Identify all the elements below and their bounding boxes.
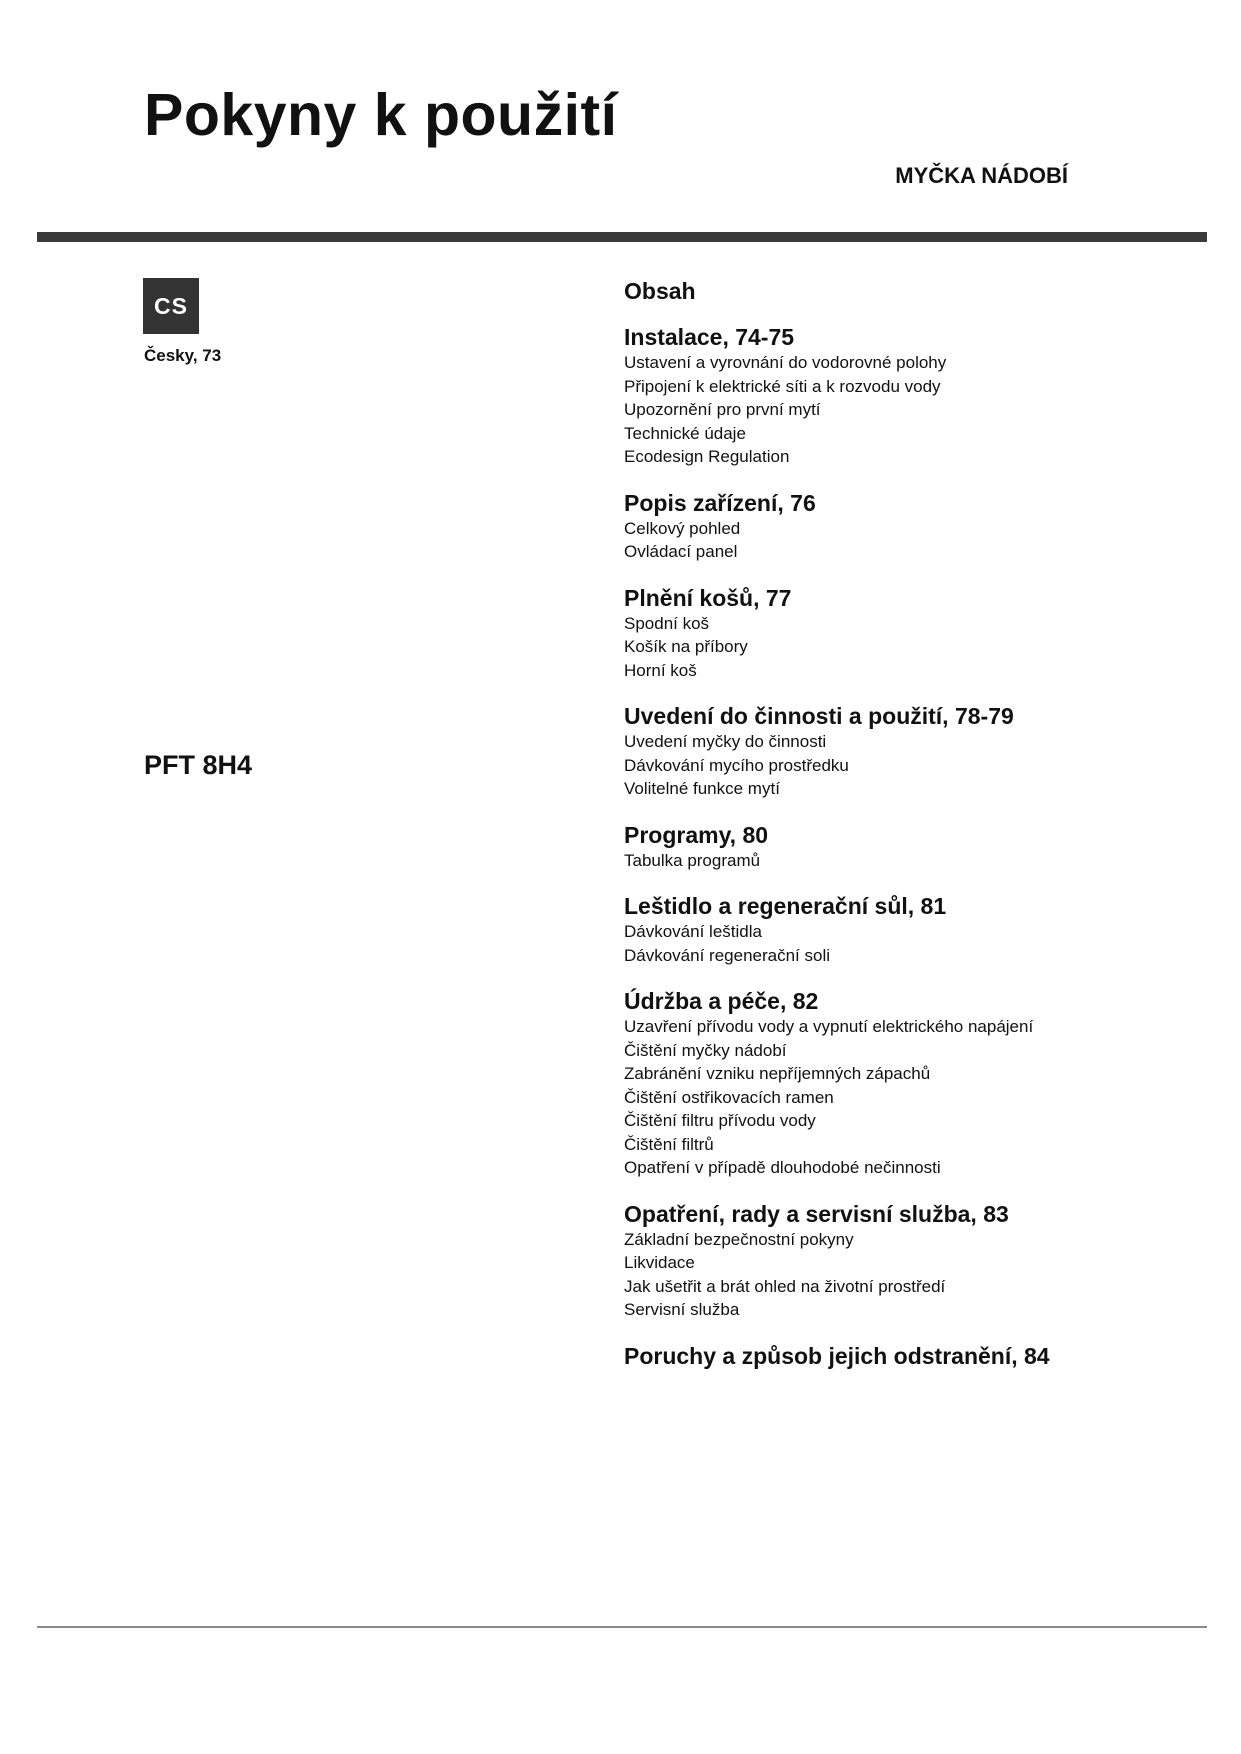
- toc-item: Technické údaje: [624, 423, 746, 443]
- model-name: PFT 8H4: [144, 750, 253, 780]
- toc-section: [624, 584, 1184, 683]
- language-label: Česky, 73: [144, 346, 222, 365]
- toc-item-list: [624, 351, 1184, 469]
- toc-item-list: [624, 517, 1184, 564]
- toc-section-title: Uvedení do činnosti a použití, 78-79: [624, 703, 1014, 729]
- toc-item: Tabulka programů: [624, 850, 761, 870]
- toc-section: [624, 892, 1184, 967]
- toc-item: Dávkování regenerační soli: [624, 945, 831, 965]
- toc-item: Spodní koš: [624, 613, 710, 633]
- toc-item-list: [624, 730, 1184, 801]
- toc-item: Čištění filtru přívodu vody: [624, 1111, 816, 1130]
- toc-item: Uzavření přívodu vody a vypnutí elektrického napájení: [624, 1017, 1034, 1036]
- toc-item: Servisní služba: [624, 1300, 740, 1319]
- toc-item-list: [624, 612, 1184, 683]
- toc-item: Zabránění vzniku nepříjemných zápachů: [624, 1064, 931, 1083]
- toc-item-list: [624, 920, 1184, 967]
- toc-item: Čištění filtrů: [624, 1134, 714, 1154]
- toc-item: Dávkování leštidla: [624, 922, 762, 941]
- toc-section: [624, 489, 1184, 564]
- page-title: Pokyny k použití: [144, 82, 618, 148]
- toc-section: [624, 821, 1184, 873]
- table-of-contents: [624, 278, 1184, 1390]
- header-divider: [37, 232, 1207, 242]
- toc-section: [624, 323, 1184, 469]
- toc-item: Připojení k elektrické síti a k rozvodu vody: [624, 376, 941, 396]
- toc-sections: [624, 323, 1184, 1370]
- toc-section-title: Opatření, rady a servisní služba, 83: [624, 1200, 1009, 1227]
- toc-item-list: [624, 1228, 1184, 1322]
- toc-section-title: Instalace, 74-75: [624, 324, 795, 350]
- toc-section-title: Údržba a péče, 82: [624, 988, 819, 1014]
- toc-section-title: Leštidlo a regenerační sůl, 81: [624, 893, 947, 919]
- toc-item: Košík na příbory: [624, 637, 748, 656]
- toc-section: [624, 702, 1184, 801]
- toc-item: Ustavení a vyrovnání do vodorovné polohy: [624, 353, 947, 372]
- toc-item-list: [624, 849, 1184, 873]
- toc-item: Dávkování mycího prostředku: [624, 755, 849, 775]
- toc-item: Ovládací panel: [624, 542, 738, 561]
- toc-item: Volitelné funkce mytí: [624, 779, 780, 798]
- toc-item: Základní bezpečnostní pokyny: [624, 1229, 854, 1249]
- toc-section-title: Programy, 80: [624, 821, 769, 848]
- toc-section-title: Poruchy a způsob jejich odstranění, 84: [624, 1342, 1050, 1369]
- toc-item: Celkový pohled: [624, 518, 741, 538]
- toc-section: [624, 1342, 1184, 1370]
- toc-section: [624, 1200, 1184, 1322]
- toc-section-title: Plnění košů, 77: [624, 584, 792, 611]
- toc-item: Jak ušetřit a brát ohled na životní prostředí: [624, 1276, 946, 1296]
- toc-item: Opatření v případě dlouhodobé nečinnosti: [624, 1158, 941, 1177]
- language-badge: CS: [143, 278, 199, 334]
- toc-section-title: Popis zařízení, 76: [624, 489, 816, 516]
- toc-item-list: [624, 1015, 1184, 1180]
- toc-item: Ecodesign Regulation: [624, 447, 790, 466]
- toc-item: Likvidace: [624, 1253, 695, 1272]
- toc-item: Upozornění pro první mytí: [624, 400, 821, 419]
- toc-item: Horní koš: [624, 660, 697, 680]
- toc-item: Uvedení myčky do činnosti: [624, 732, 827, 751]
- toc-item: Čištění myčky nádobí: [624, 1040, 787, 1060]
- footer-divider: [37, 1626, 1207, 1628]
- toc-heading: Obsah: [624, 278, 696, 304]
- toc-section: [624, 987, 1184, 1180]
- product-type-label: MYČKA NÁDOBÍ: [895, 163, 1068, 188]
- toc-item: Čištění ostřikovacích ramen: [624, 1087, 834, 1107]
